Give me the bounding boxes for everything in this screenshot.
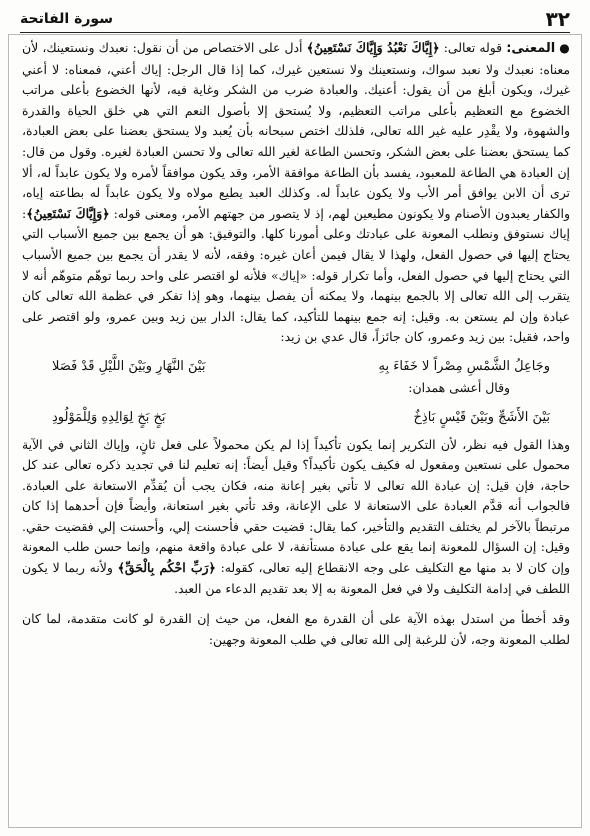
poem-verse-2 bbox=[22, 407, 570, 429]
spacer-2 bbox=[22, 599, 570, 609]
page-number: ٣٢ bbox=[545, 7, 570, 31]
paragraph-3: وقد أخطأ من استدل بهذه الآية على أن القدرة مع الفعل، من حيث إن القدرة لو كانت متقدمة، لما كان لطلب المعونة وجه، لأن للرغبة إلى الله تعالى في طلب المعونة وجهين: bbox=[22, 611, 570, 647]
paragraph-2-text-2: ولأنه ربما لا يكون اللطف في إدامة التكليف ولا في فعل المعونة به إلا بعد تقديم الدعاء من العبد. bbox=[22, 560, 570, 596]
poem-2-hemistich-2: بَخٍ بَخٍ لِوَالِدِهِ وَلِلْمَوْلُودِ bbox=[52, 409, 166, 425]
page-content bbox=[22, 38, 570, 824]
paragraph-1-text-2: : إياك نستوفق ونطلب المعونة على عبادتك وعلى أمورنا كلها. والتوفيق: هو أن يجمع بين جميع الأسباب التي يحتاج إليها في حصول الفعل، ولهذا لا يقال فيمن أعان غيره: وفقه، لأنه لا يقدر أن يجمع بين جميع الأسباب التي يحتاج إليها في حصول الفعل، وأما تكرار قوله: «إياك» فلأنه لو اقتصر على واحد ربما توهّم متوهّم أنه لا يتقرب إلى الله تعالى إلا بالجمع بينهما، ولا يمكنه أن يفصل بينهما، وهو إذا تفكر في عظمة الله تعالى كان عبادة وإن لم يستعن به. وقيل: إنه جمع بينهما للتأكيد، كما يقال: الدار بين زيد وبين عمرو، ولو اقتصر على واحد، فقيل: بين زيد وعمرو، كان جائزاً، قال عدي بن زيد: bbox=[22, 205, 570, 345]
quran-verse-2: ﴿وَإِيَّاكَ نَسْتَعِينُ﴾ bbox=[26, 205, 110, 221]
paragraph-2 bbox=[22, 435, 570, 600]
poem-verse-1 bbox=[22, 356, 570, 378]
poem-2-intro: وقال أعشى همدان: bbox=[408, 379, 510, 395]
paragraph-1 bbox=[22, 38, 570, 348]
page-header bbox=[20, 6, 570, 33]
quran-verse-3: ﴿رَبِّ احْكُم بِالْحَقِّ﴾ bbox=[117, 560, 216, 576]
paragraph-2-text: وهذا القول فيه نظر، لأن التكرير إنما يكون تأكيداً إذا لم يكن محمولاً على فعل ثانٍ، وإياك الثاني في الآية محمول على نستعين ومفعول له فكيف يكون تأكيداً؟ وقيل أيضاً: إنه تعليم لنا في تجديد ذكره تعالى عند كل حاجة، فإن قيل: إن عبادة الله تعالى لا تأتي بغير إعانة منه، فكان يجب أن يُقدِّم الاستعانة على العبادة. فالجواب أنه قدَّم العبادة على الاستعانة لا على الإعانة، وقد تأتي بغير استعانة، وأيضاً فإن أحدهما إذا كان مرتبطاً بالآخر لم يختلف التقديم والتأخير، كما يقال: قضيت حقي فأحسنت إلي، وأحسنت إلي فقضيت حقي. وقيل: إن السؤال للمعونة إنما يقع على عبادة مستأنفة، لا على عبادة واقعة منهم، وإنما حسن طلب المعونة وإن كان لا بد منها مع التكليف على وجه الانقطاع إليه تعالى، كقوله: bbox=[22, 436, 570, 576]
poem-1-hemistich-2: بَيْنَ النَّهَارِ وبَيْنَ اللَّيْلِ قَدْ فَصَلا bbox=[52, 358, 206, 374]
quran-verse: ﴿إِيَّاكَ نَعْبُدُ وَإِيَّاكَ نَسْتَعِينُ﴾ bbox=[306, 40, 440, 55]
paragraph-1-intro: قوله تعالى: bbox=[443, 40, 503, 55]
bullet-icon: ● bbox=[559, 41, 570, 55]
poem-2-hemistich-1: بَيْنَ الأَشَجِّ وبَيْنَ قَيْسٍ بَاذِخٌ bbox=[413, 409, 550, 425]
paragraph-1-text: أدل على الاختصاص من أن نقول: نعبدك ونستعينك، لأن معناه: نعبدك ولا نعبد سواك، ونستعينك ولا نستعين غيرك، كما إذا قال الرجل: إياك أعني، فمعناه: لا أعني غيرك، ويكون أبلغ من أن يقول: أعنيك. والعبادة ضرب من الشكر وغاية فيه، لأنها الخضوع بأعلى مراتب الخضوع مع التعظيم بأعلى مراتب التعظيم، ولا يُستحق إلا بأصول النعم التي هي خلق الحياة والقدرة والشهوة، ولا يقْدِر عليه غير الله تعالى، فلذلك اختص سبحانه بأن يُعبد ولا يستحق بعضنا على بعض العبادة، كما يستحق بعضنا على بعض الشكر، وتحسن الطاعة لغير الله تعالى ولا تحسن العبادة لغيره. وقول من قال: إن العبادة هي الطاعة للمعبود، يفسد بأن الطاعة موافقة الأمر، وقد يكون موافقاً لأمره ولا يكون عابداً له، ألا ترى أن الابن يوافق أمر الأب ولا يكون عابداً له. وكذلك العبد يطيع مولاه ولا يكون عابداً له بطاعته إياه، والكفار يعبدون الأصنام ولا يكونون مطيعين لهم، إذ لا يتصور من جهتهم الأمر، ومعنى قوله: bbox=[22, 40, 570, 221]
poem-1-hemistich-1: وجَاعِلُ الشَّمْسِ مِصْراً لا خَفَاءَ بِهِ bbox=[378, 358, 550, 374]
surah-title: سورة الفاتحة bbox=[20, 11, 113, 27]
section-term: المعنى: bbox=[506, 41, 556, 56]
